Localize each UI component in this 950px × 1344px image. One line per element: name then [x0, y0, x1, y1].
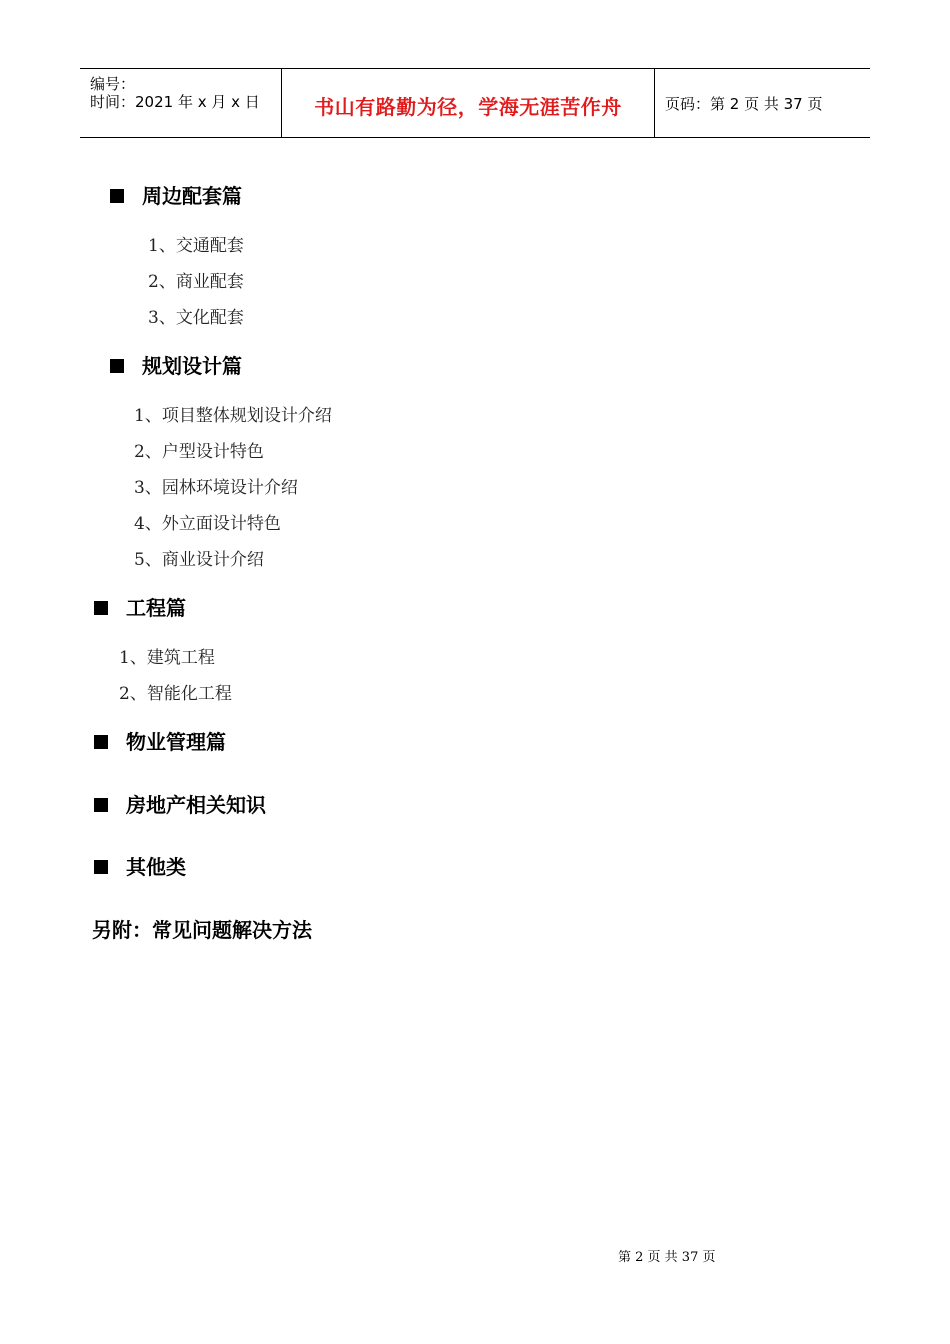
square-bullet-icon: [94, 735, 108, 749]
number-label: 编号：: [90, 75, 136, 93]
list-item: 1、项目整体规划设计介绍: [134, 406, 332, 426]
square-bullet-icon: [110, 359, 124, 373]
square-bullet-icon: [94, 798, 108, 812]
list-item: 3、园林环境设计介绍: [134, 478, 298, 498]
header-page-cell: [655, 69, 870, 137]
section-heading: 周边配套篇: [110, 180, 242, 209]
section-heading: 物业管理篇: [94, 726, 226, 755]
list-item: 2、户型设计特色: [134, 442, 264, 462]
header-meta-cell: [80, 69, 280, 137]
list-item: 2、商业配套: [148, 272, 244, 292]
section-heading: 规划设计篇: [110, 350, 242, 379]
square-bullet-icon: [94, 601, 108, 615]
list-item: 2、智能化工程: [119, 684, 232, 704]
section-heading: 工程篇: [94, 592, 186, 621]
header-motto-cell: [281, 69, 655, 137]
page-footer: 第 2 页 共 37 页: [618, 1250, 716, 1265]
list-item: 5、商业设计介绍: [134, 550, 264, 570]
list-item: 1、交通配套: [148, 236, 244, 256]
section-heading: 其他类: [94, 851, 186, 880]
motto: 书山有路勤为径，学海无涯苦作舟: [314, 95, 622, 119]
list-item: 4、外立面设计特色: [134, 514, 281, 534]
page-info: 页码：第 2 页 共 37 页: [665, 95, 823, 113]
section-heading: 房地产相关知识: [94, 789, 266, 818]
list-item: 1、建筑工程: [119, 648, 215, 668]
list-item: 3、文化配套: [148, 308, 244, 328]
time-label: 时间：2021 年 x 月 x 日: [90, 93, 260, 111]
square-bullet-icon: [94, 860, 108, 874]
page-header: [80, 68, 870, 138]
square-bullet-icon: [110, 189, 124, 203]
appendix-heading: 另附：常见问题解决方法: [92, 918, 312, 942]
